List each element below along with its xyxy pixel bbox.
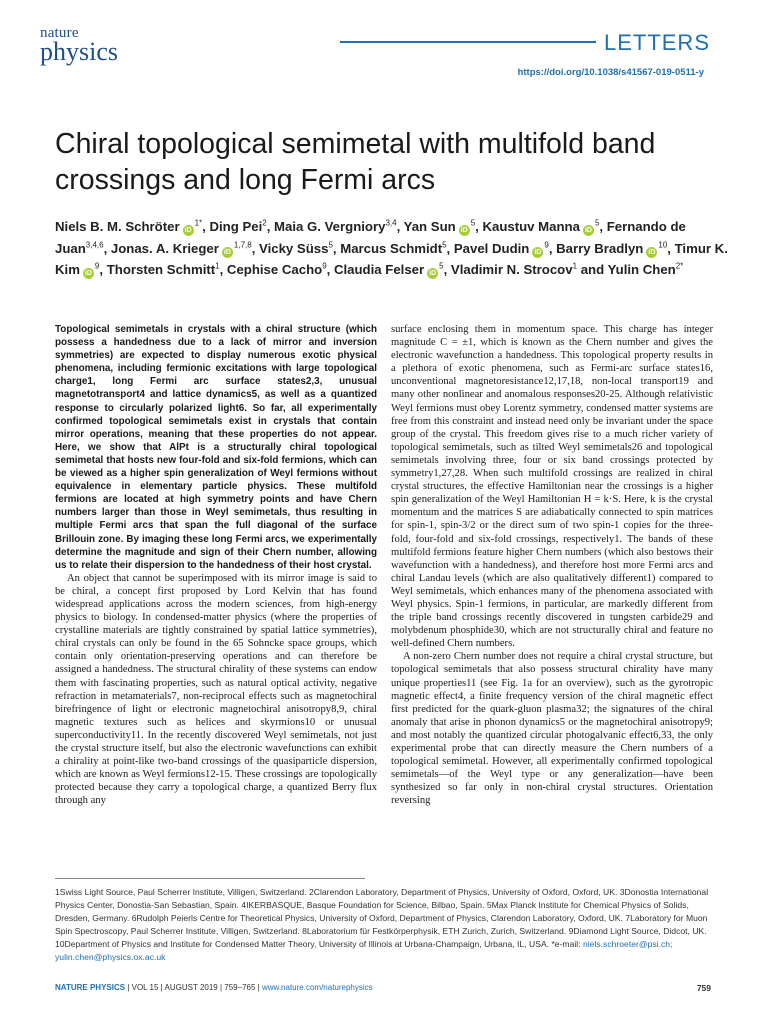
author-affiliation: 5 (470, 218, 476, 228)
orcid-icon[interactable]: iD (534, 248, 542, 256)
section-label: LETTERS (596, 30, 710, 56)
author-affiliation: 9 (544, 240, 549, 250)
author-name: Yan Sun (403, 219, 456, 234)
author-name: Fernando de Juan (55, 219, 686, 256)
author-name: Vicky Süss (259, 240, 329, 256)
body-paragraph-2: surface enclosing them in momentum space. This charge has integer magnitude C = ±1, which is known as the Chern number and gives the electronic wavefunction a handedness. This topological property results in a plethora of exotic phenomena, such as Fermi-arc surface states16, unconventional magnetoresistance12,17,18, non-local transport19 and many other nonlinear and anomalous responses20-25. Although relativistic Weyl fermions must obey Lorentz symmetry, condensed matter systems are free from this constraint and instead need only be invariant under the space group of the crystal. This freedom gives rise to a much richer variety of topological semimetals, such as tilted Weyl semimetals26 and topological semimetals involving three, four or six band crossings protected by symmetry1,27,28. When such multifold crossings are realized in chiral crystal structures, the effective Hamiltonian near the crossings is a higher spin generalization of the Weyl Hamiltonian H = k·S. Here, k is the crystal momentum and the matrices S are adiabatically connected to spin matrices for spin-1, spin-3/2 or the direct sum of two spin-1 copies for the three-fold, four-fold and six-fold crossings, respectively1. The bands of these multifold fermions feature higher Chern numbers (which also bestows their wavefunction with a handedness), and therefore host more Fermi arcs and chiral Landau levels (which are also qualitatively different1) compared to Weyl semimetals, which enhances many of the phenomena associated with Weyl physics. Spin-1 fermions, in particular, are markedly different from the triple band crossings recently discovered in tungsten carbide29 and molybdenum phosphide30, which are not structurally chiral and feature no well-defined Chern numbers. (391, 324, 713, 650)
author-affiliation: 5 (328, 240, 333, 250)
orcid-icon[interactable]: iD (584, 227, 592, 234)
orcid-icon[interactable]: iD (429, 270, 437, 277)
author (107, 262, 220, 277)
author-name: Yulin Chen (607, 262, 676, 277)
author-affiliation: 10 (658, 240, 668, 250)
author (111, 241, 252, 256)
author-affiliation: 3,4 (385, 218, 397, 228)
author-affiliation: 5 (594, 218, 600, 228)
author-name: Marcus Schmidt (340, 240, 443, 256)
orcid-icon[interactable]: iD (223, 248, 231, 256)
logo-physics: physics (40, 37, 118, 66)
doi-link[interactable]: https://doi.org/10.1038/s41567-019-0511-y (517, 67, 704, 78)
author-affiliation: 9 (94, 261, 100, 271)
author (451, 262, 577, 277)
author (482, 219, 599, 234)
author-affiliation: 1,7,8 (233, 240, 252, 250)
orcid-icon[interactable]: iD (460, 227, 468, 234)
author (274, 219, 397, 234)
author-affiliation: 2* (675, 261, 684, 271)
author-name: Barry Bradlyn (556, 240, 644, 256)
page-number: 759 (696, 983, 711, 993)
author-name: Cephise Cacho (226, 262, 323, 277)
left-column (55, 323, 377, 807)
right-column (391, 323, 713, 807)
orcid-icon[interactable]: iD (648, 248, 656, 256)
author (608, 262, 684, 277)
author-name: Maia G. Vergniory (274, 219, 386, 234)
footer-journal-name: NATURE PHYSICS (55, 983, 126, 992)
author-name: Vladimir N. Strocov (450, 262, 573, 277)
orcid-icon[interactable]: iD (84, 270, 92, 277)
author-name: Thorsten Schmitt (106, 262, 216, 277)
body-paragraph-3: A non-zero Chern number does not require a chiral crystal structure, but topological semimetals that also possess structural chirality have many unique properties11 (see Fig. 1a for an overview), such as the gyrotropic magnetic effect4, a finite frequency version of the chiral magnetic effect first predicted for the quark-gluon plasma32; the signatures of the chiral anomaly that arise in phonon dynamics5 or the magnetochiral anisotropy9; and most notably the quantized circular photogalvanic effect6,33, the only experimental probe that can directly measure the Chern numbers of a topological semimetal. However, all experimentally confirmed topological semimetals—of the Weyl type or any generalization—have been synthesized so far only in non-chiral crystal structures. Orientation reversing (391, 651, 713, 807)
author-list: Niels B. M. Schröter $iD^{1*}$, Ding Pei$^2$, Maia G. Vergniory$^{3,4}$, Yan Sun $iD^5$, Kaustuv Manna $iD^5$, Fernando de Juan$^{3,4,6}$, Jonas. A. Krieger iD$^{1,7,8}$, Vicky Süss$^5$, Marcus Schmidt$^5$, Pavel Dudin $iD^9$, Barry Bradlyn $iD^{10}$, Timur K. Kim $iD^9$, Thorsten Schmitt$^1$, Cephise Cacho$^9$, Claudia Felser $iD^5$, Vladimir N. Strocov$^1$ and Yulin Chen$^{2*}$ (55, 218, 728, 277)
journal-footer (55, 983, 373, 992)
author-affiliation: 1 (215, 261, 220, 271)
author-affiliation: 3,4,6 (85, 240, 104, 250)
author (55, 219, 202, 234)
author-affiliation: 2 (262, 218, 267, 228)
footnote-rule (55, 878, 365, 879)
affiliations-text: 1Swiss Light Source, Paul Scherrer Institute, Villigen, Switzerland. 2Clarendon Laboratory, Department of Physics, University of Oxford, Oxford, UK. 3Donostia International Physics Center, Donostia-San Sebastian, Spain. 4IKERBASQUE, Basque Foundation for Science, Bilbao, Spain. 5Max Planck Institute for Chemical Physics of Solids, Dresden, Germany. 6Rudolph Peierls Centre for Theoretical Physics, University of Oxford, Department of Physics, Clarendon Laboratory, Oxford, UK. 7Laboratory for Muon Spin Spectroscopy, Paul Scherrer Institute, Villigen, Switzerland. 8Laboratorium für Festkörperphysik, ETH Zurich, Zurich, Switzerland. 9Diamond Light Source, Didcot, UK. 10Department of Physics and Institute for Condensed Matter Theory, University of Illinois at Urbana-Champaign, Urbana, IL, USA. *e-mail: (55, 887, 709, 949)
correspondence-emails[interactable]: niels.schroeter@psi.ch; yulin.chen@physics.ox.ac.uk (55, 938, 673, 962)
author-name: Kaustuv Manna (482, 219, 580, 234)
author (340, 241, 446, 256)
author-name: Jonas. A. Krieger (110, 240, 219, 256)
author-name: Pavel Dudin (453, 240, 530, 256)
abstract: Topological semimetals in crystals with a chiral structure (which possess a handedness due to a lack of mirror and inversion symmetries) are expected to display numerous exotic physical phenomena, including fermionic excitations with large topological charge1, long Fermi arc surface states2,3, unusual magnetotransport4 and lattice dynamics5, as well as a quantized response to circularly polarized light6. So far, all experimentally confirmed topological semimetals exist in crystals that contain mirror operations, meaning that these properties do not appear. Here, we show that AlPt is a structurally chiral topological semimetal that hosts new four-fold and six-fold fermions, which can be viewed as a higher spin generalization of Weyl fermions without equivalence in elementary particle physics. These multifold fermions are located at high symmetry points and have Chern numbers larger than those in Weyl semimetals, thus resulting in multiple Fermi arcs that span the full diagonal of the surface Brillouin zone. By imaging these long Fermi arcs, we experimentally determine the magnitude and sign of their Chern number, allowing us to relate their dispersion to the handedness of their host crystal. (55, 324, 377, 571)
author-affiliation: 5 (442, 240, 447, 250)
author-name: Ding Pei (209, 219, 263, 234)
author-affiliation: 5 (439, 261, 444, 271)
author-affiliation: 9 (322, 261, 327, 271)
author-affiliation: 1 (572, 261, 578, 271)
orcid-icon[interactable]: iD (184, 227, 192, 234)
journal-logo (40, 26, 118, 65)
author (334, 262, 444, 277)
author (209, 219, 266, 234)
footer-url[interactable]: www.nature.com/naturephysics (261, 983, 373, 992)
author (404, 219, 475, 234)
body-paragraph-1: An object that cannot be superimposed with its mirror image is said to be chiral, a concept first proposed by Lord Kelvin that has found widespread applications across the modern sciences, from high-energy physics to biology. In condensed-matter physics (where the properties of crystalline materials are tightly constrained by spatial lattice symmetries), chiral crystals can only be found in the 65 Sohncke space groups, which contain only orientation-preserving operations and can therefore be assigned a handedness. The structural chirality of these systems can endow them with fascinating properties, such as natural optical activity, negative refraction in metamaterials7, non-reciprocal effects such as magnetochiral birefringence of light or electronic magnetochiral anisotropy8,9, chiral magnetic textures such as helices and skyrmions10 or unusual superconductivity11. In the recently discovered Weyl semimetals, not just the crystal structure itself, but also the electronic wavefunctions can exhibit a chirality at point-like two-band crossings of the quasiparticle dispersion, which are known as Weyl fermions12-15. These crossings are topologically protected because they carry a topological charge, a quantized Berry flux through any (55, 572, 377, 807)
author-name: Claudia Felser (333, 262, 425, 277)
logo-nature: nature (40, 25, 79, 41)
author (227, 262, 327, 277)
article-title: Chiral topological semimetal with multifold band crossings and long Fermi arcs (55, 128, 656, 196)
affiliations (55, 886, 715, 963)
author-name: Niels B. M. Schröter (55, 219, 180, 234)
author (556, 241, 667, 256)
author (259, 241, 333, 256)
author-affiliation: 1* (194, 218, 203, 228)
author (454, 241, 549, 256)
footer-issue: | VOL 15 | AUGUST 2019 | 759–765 | (125, 983, 262, 992)
author-name: Timur K. Kim (55, 240, 728, 277)
